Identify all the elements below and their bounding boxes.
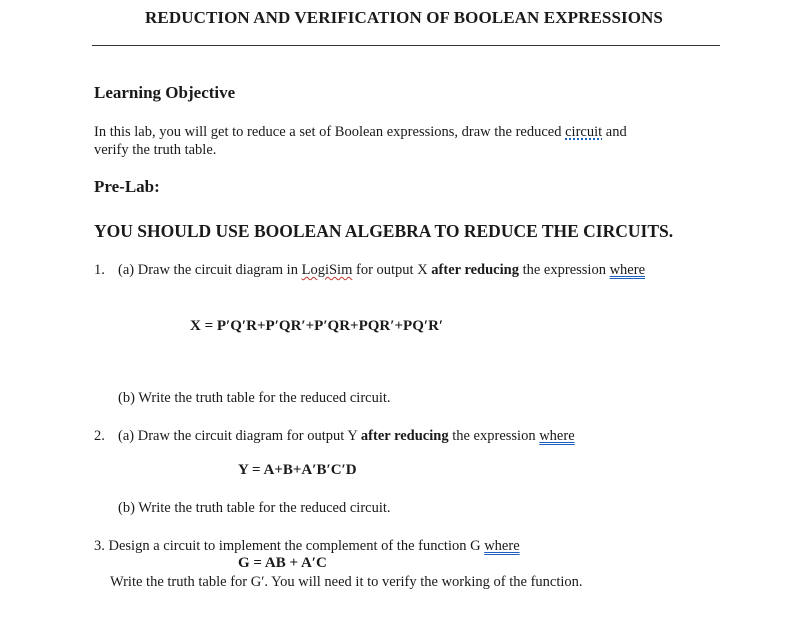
q1-number: 1. bbox=[94, 262, 105, 278]
q2-part-a-bold: after reducing bbox=[360, 428, 449, 444]
objective-text-before: In this lab, you will get to reduce a set of Boolean expressions, draw the reduced bbox=[94, 124, 566, 140]
q2-part-b: (b) Write the truth table for the reduced circuit. bbox=[118, 500, 391, 516]
title-divider bbox=[92, 45, 720, 46]
q3-note: Write the truth table for G′. You will need it to verify the working of the function. bbox=[110, 574, 583, 590]
prelab-instruction: YOU SHOULD USE BOOLEAN ALGEBRA TO REDUCE THE CIRCUITS. bbox=[94, 221, 674, 241]
q3-where: where bbox=[484, 538, 520, 554]
q3-line bbox=[94, 538, 520, 555]
q3-prefix: 3. Design a circuit to implement the complement of the function G bbox=[94, 538, 485, 554]
q2-part-a-suffix: the expression bbox=[448, 428, 540, 444]
q2-part-a bbox=[118, 428, 575, 445]
q1-part-a-suffix: the expression bbox=[518, 262, 610, 278]
prelab-heading: Pre-Lab: bbox=[94, 177, 160, 196]
q1-where: where bbox=[609, 262, 645, 278]
q1-tool-name: LogiSim bbox=[301, 262, 353, 278]
learning-objective-heading: Learning Objective bbox=[94, 83, 236, 102]
q1-part-a-mid: for output X bbox=[352, 262, 432, 278]
q1-part-a-prefix: (a) Draw the circuit diagram in bbox=[118, 262, 302, 278]
q1-part-a bbox=[118, 262, 645, 279]
q1-equation: X = P′Q′R+P′QR′+P′QR+PQR′+PQ′R′ bbox=[190, 318, 444, 334]
q1-part-b: (b) Write the truth table for the reduced circuit. bbox=[118, 390, 391, 406]
q2-where: where bbox=[539, 428, 575, 444]
objective-paragraph-line1 bbox=[94, 123, 627, 141]
q1-part-a-bold: after reducing bbox=[431, 262, 519, 278]
q2-equation: Y = A+B+A′B′C′D bbox=[238, 462, 357, 478]
objective-circuit-word: circuit bbox=[565, 124, 603, 140]
objective-paragraph-line2: verify the truth table. bbox=[94, 142, 217, 158]
q2-part-a-prefix: (a) Draw the circuit diagram for output Y bbox=[118, 428, 361, 444]
q2-number: 2. bbox=[94, 428, 105, 444]
page-title: REDUCTION AND VERIFICATION OF BOOLEAN EXPRESSIONS bbox=[145, 8, 663, 27]
q3-equation: G = AB + A′C bbox=[238, 555, 327, 571]
objective-text-after: and bbox=[602, 124, 627, 140]
